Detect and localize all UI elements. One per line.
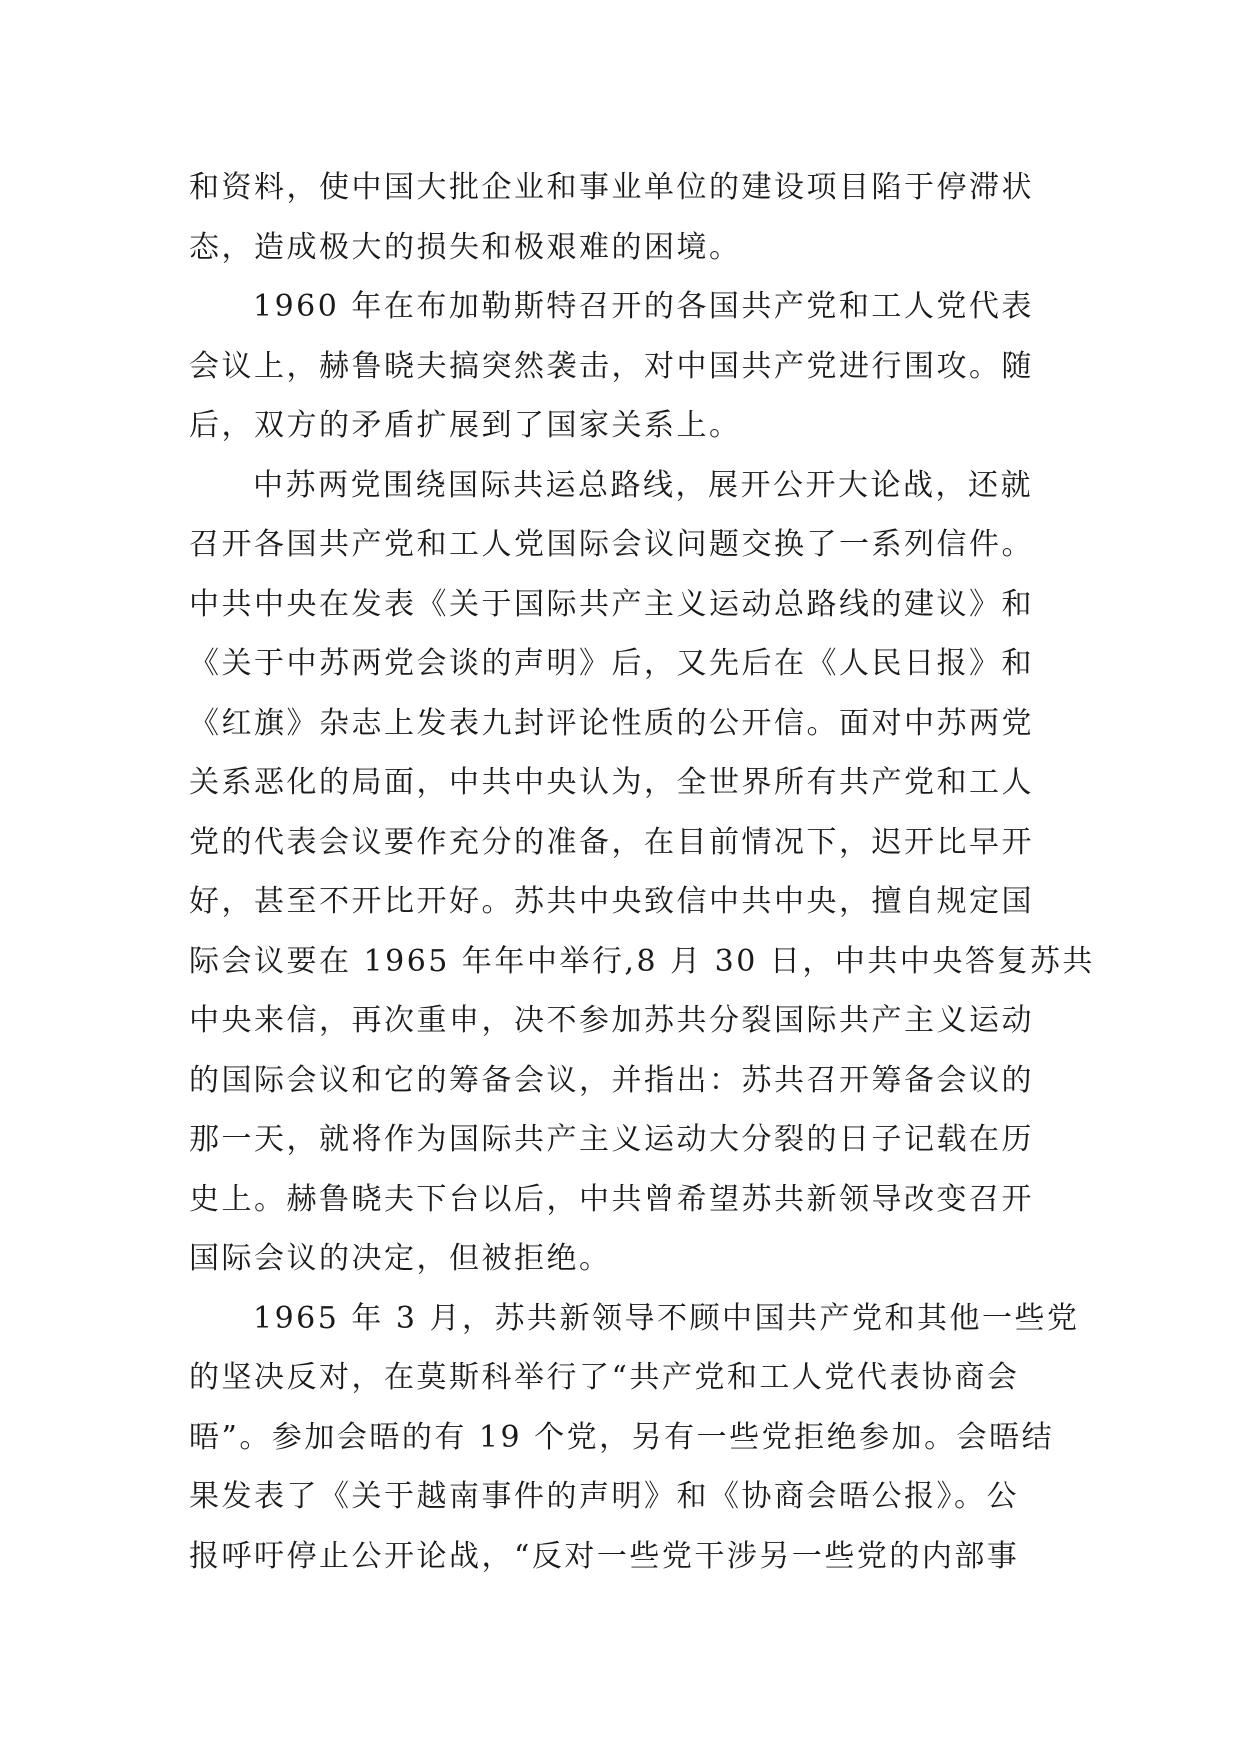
text-line: 关系恶化的局面，中共中央认为，全世界所有共产党和工人 xyxy=(189,765,1034,800)
text-line: 《红旗》杂志上发表九封评论性质的公开信。面对中苏两党 xyxy=(189,705,1034,741)
text-line: 那一天，就将作为国际共产主义运动大分裂的日子记载在历 xyxy=(189,1122,1034,1157)
text-line: 果发表了《关于越南事件的声明》和《协商会晤公报》。公 xyxy=(189,1479,1019,1514)
text-line: 《关于中苏两党会谈的声明》后，又先后在《人民日报》和 xyxy=(189,646,1034,681)
paragraph-first-line: 中苏两党围绕国际共运总路线，展开公开大论战，还就 xyxy=(253,467,1033,503)
text-line: 会议上，赫鲁晓夫搞突然袭击，对中国共产党进行围攻。随 xyxy=(189,348,1034,384)
text-line: 好，甚至不开比开好。苏共中央致信中共中央，擅自规定国 xyxy=(189,884,1034,919)
paragraph-first-line: 1965 年 3 月，苏共新领导不顾中国共产党和其他一些党 xyxy=(253,1300,1080,1336)
text-line: 态，造成极大的损失和极艰难的困境。 xyxy=(189,229,742,265)
text-line: 后，双方的矛盾扩展到了国家关系上。 xyxy=(189,408,742,443)
text-line: 的坚决反对，在莫斯科举行了“共产党和工人党代表协商会 xyxy=(189,1360,1020,1395)
body-text xyxy=(189,158,1095,1586)
text-line: 际会议要在 1965 年年中举行,8 月 30 日，中共中央答复苏共 xyxy=(189,943,1095,979)
text-line: 党的代表会议要作充分的准备，在目前情况下，迟开比早开 xyxy=(189,824,1034,860)
text-line: 的国际会议和它的筹备会议，并指出：苏共召开筹备会议的 xyxy=(189,1062,1034,1098)
text-line: 史上。赫鲁晓夫下台以后，中共曾希望苏共新领导改变召开 xyxy=(189,1181,1034,1217)
text-line: 中共中央在发表《关于国际共产主义运动总路线的建议》和 xyxy=(189,586,1034,622)
text-line: 报呼吁停止公开论战，“反对一些党干涉另一些党的内部事 xyxy=(189,1538,1020,1574)
text-line: 晤”。参加会晤的有 19 个党，另有一些党拒绝参加。会晤结 xyxy=(189,1419,1055,1455)
paragraph-first-line: 1960 年在布加勒斯特召开的各国共产党和工人党代表 xyxy=(253,289,1034,324)
text-line: 中央来信，再次重申，决不参加苏共分裂国际共产主义运动 xyxy=(189,1003,1034,1038)
text-line: 和资料，使中国大批企业和事业单位的建设项目陷于停滞状 xyxy=(189,170,1034,205)
text-line: 国际会议的决定，但被拒绝。 xyxy=(189,1241,612,1276)
text-line: 召开各国共产党和工人党国际会议问题交换了一系列信件。 xyxy=(189,527,1034,562)
